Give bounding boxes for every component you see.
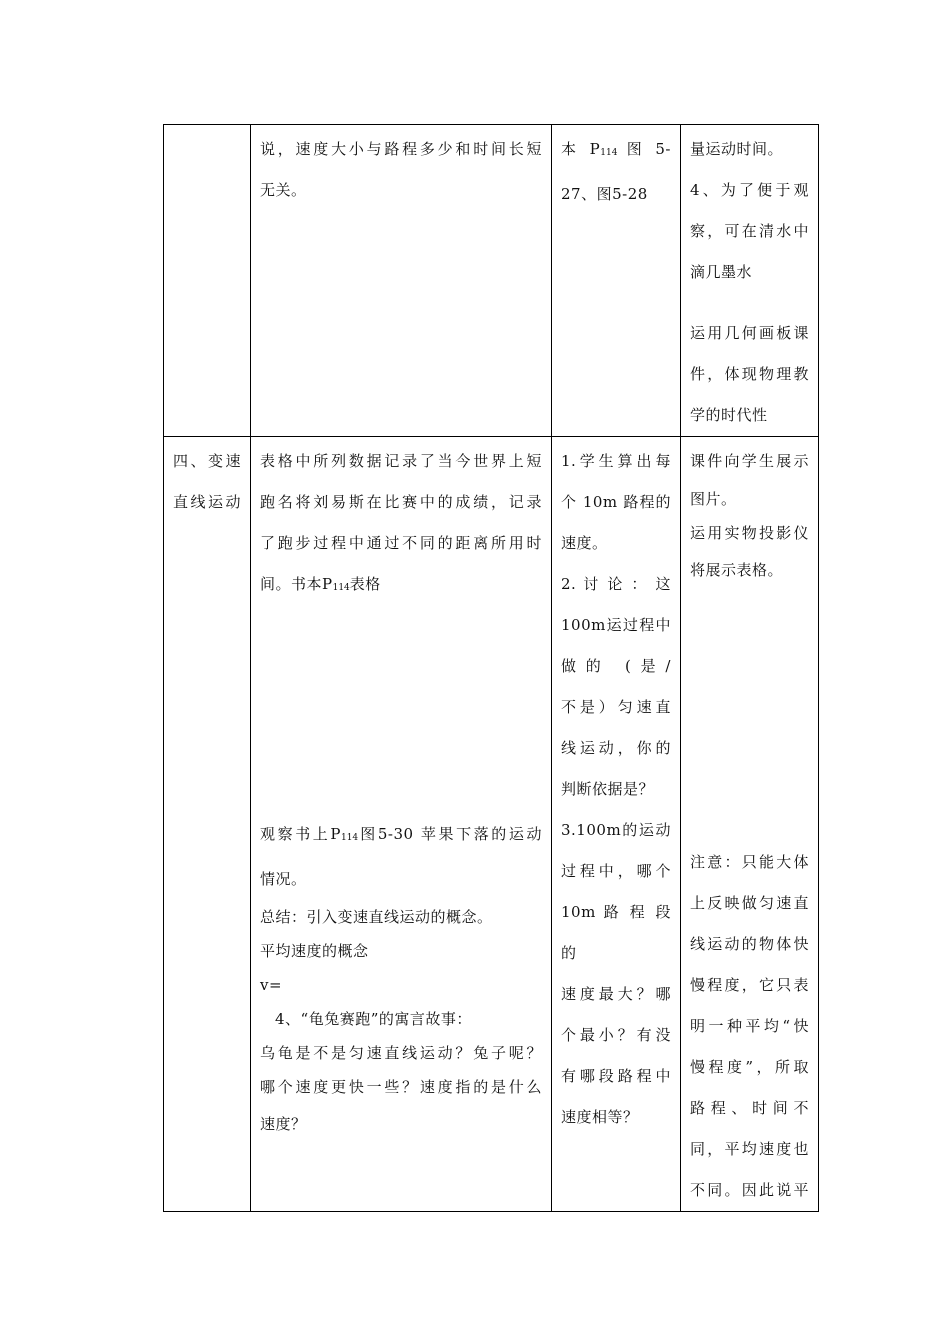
text-line: 情况。	[260, 870, 307, 888]
text-line: 本 P114 图 5-	[561, 140, 671, 158]
text-line: 27、图5-28	[561, 185, 648, 203]
text-line: 慢程度，它只表	[690, 976, 809, 994]
text-line: 速度最大？哪	[561, 985, 671, 1003]
text-line: 线运动，你的	[561, 739, 671, 757]
row2-notes-cell	[681, 437, 819, 1212]
text-line: 图片。	[690, 490, 737, 508]
text-line: 4、“龟兔赛跑”的寓言故事：	[275, 1010, 472, 1028]
text-line: 运用几何画板课	[690, 324, 809, 342]
text-line: 平均速度的概念	[260, 942, 369, 960]
row1-content-cell	[251, 125, 552, 437]
text-line: 速度。	[561, 534, 608, 552]
text-line: 2. 讨 论 ： 这	[561, 575, 671, 593]
text-line: 路程、时间不	[690, 1099, 809, 1117]
row2-content-cell	[251, 437, 552, 1212]
row2-student-cell	[552, 437, 681, 1212]
text-line: 无关。	[260, 181, 307, 199]
text-line: 间。书本P114表格	[260, 575, 381, 593]
text-line: 乌龟是不是匀速直线运动？兔子呢？	[260, 1044, 542, 1062]
section-title: 直线运动	[173, 493, 241, 511]
text-line: 滴几墨水	[690, 263, 753, 281]
text-line: 明一种平均“快	[690, 1017, 809, 1035]
text-line: 课件向学生展示	[690, 452, 809, 470]
lesson-plan-table	[163, 124, 819, 1212]
text-line: 将展示表格。	[690, 561, 784, 579]
text-line: 运用实物投影仪	[690, 524, 809, 542]
text-line: 观察书上P114图5-30 苹果下落的运动	[260, 825, 543, 843]
text-line: 4、为了便于观	[690, 181, 809, 199]
text-line: 表格中所列数据记录了当今世界上短	[260, 452, 542, 470]
text-line: 跑名将刘易斯在比赛中的成绩，记录	[260, 493, 542, 511]
text-line: 总结：引入变速直线运动的概念。	[260, 908, 493, 926]
text-line: 不同。因此说平	[690, 1181, 809, 1199]
text-line: 个 10m 路程的	[561, 493, 671, 511]
text-line: 慢程度”，所取	[690, 1058, 809, 1076]
text-line: 做的 (是/	[561, 657, 671, 675]
table-row	[164, 437, 819, 1212]
text-line: 速度？	[260, 1115, 307, 1133]
row1-notes-cell	[681, 125, 819, 437]
text-line: 察，可在清水中	[690, 222, 809, 240]
text-line: 个最小？有没	[561, 1026, 671, 1044]
text-line: 上反映做匀速直	[690, 894, 809, 912]
text-line: 件，体现物理教	[690, 365, 809, 383]
table-row	[164, 125, 819, 437]
row1-student-cell	[552, 125, 681, 437]
text-line: 10m 路 程 段 的	[561, 903, 671, 962]
text-line: 线运动的物体快	[690, 935, 809, 953]
text-line: 不是）匀速直	[561, 698, 671, 716]
text-line: 速度相等？	[561, 1108, 639, 1126]
section-title: 四、变速	[173, 452, 241, 470]
text-line: 哪个速度更快一些？速度指的是什么	[260, 1078, 542, 1096]
text-line: 同，平均速度也	[690, 1140, 809, 1158]
text-line: 1.学生算出每	[561, 452, 671, 470]
formula-line: v=	[260, 976, 283, 994]
text-line: 判断依据是？	[561, 780, 655, 798]
text-line: 3.100m的运动	[561, 821, 671, 839]
text-line: 过程中，哪个	[561, 862, 671, 880]
text-line: 量运动时间。	[690, 140, 784, 158]
text-line: 100m运过程中	[561, 616, 671, 634]
text-line: 学的时代性	[690, 406, 768, 424]
text-line: 有哪段路程中	[561, 1067, 671, 1085]
text-line: 注意：只能大体	[690, 853, 809, 871]
text-line: 说，速度大小与路程多少和时间长短	[260, 140, 542, 158]
text-line: 了跑步过程中通过不同的距离所用时	[260, 534, 542, 552]
row1-section-cell	[164, 125, 251, 437]
row2-section-cell	[164, 437, 251, 1212]
